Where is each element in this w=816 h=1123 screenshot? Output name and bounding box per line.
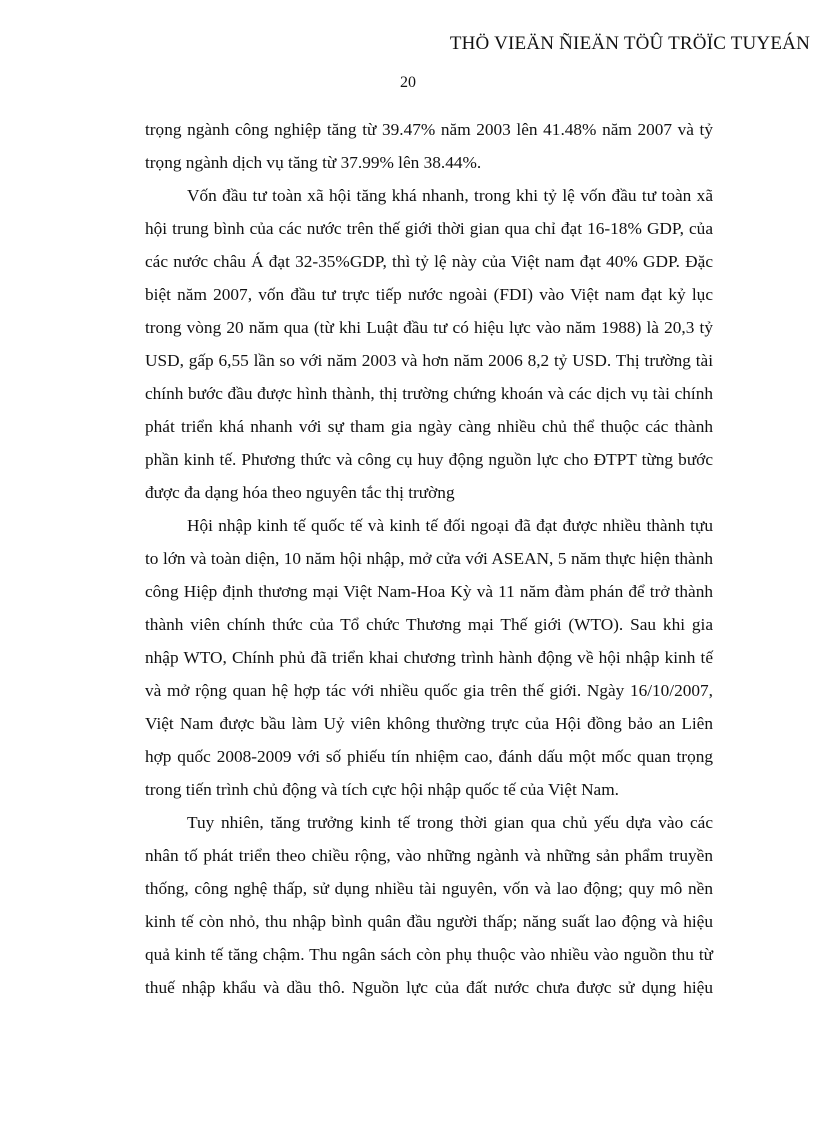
document-body	[145, 113, 713, 1004]
paragraph: Tuy nhiên, tăng trưởng kinh tế trong thời gian qua chủ yếu dựa vào các nhân tố phát triển theo chiều rộng, vào những ngành và những sản phẩm truyền thống, công nghệ thấp, sử dụng nhiều tài nguyên, vốn và lao động; quy mô nền kinh tế còn nhỏ, thu nhập bình quân đầu người thấp; năng suất lao động và hiệu quả kinh tế tăng chậm. Thu ngân sách còn phụ thuộc vào nhiều vào nguồn thu từ thuế nhập khẩu và dầu thô. Nguồn lực của đất nước chưa được sử dụng hiệu	[145, 813, 713, 997]
paragraph: Hội nhập kinh tế quốc tế và kinh tế đối ngoại đã đạt được nhiều thành tựu to lớn và toàn diện, 10 năm hội nhập, mở cửa với ASEAN, 5 năm thực hiện thành công Hiệp định thương mại Việt Nam-Hoa Kỳ và 11 năm đàm phán để trở thành thành viên chính thức của Tổ chức Thương mại Thế giới (WTO). Sau khi gia nhập WTO, Chính phủ đã triển khai chương trình hành động về hội nhập kinh tế và mở rộng quan hệ hợp tác với nhiều quốc gia trên thế giới. Ngày 16/10/2007, Việt Nam được bầu làm Uỷ viên không thường trực của Hội đồng bảo an Liên hợp quốc 2008-2009 với số phiếu tín nhiệm cao, đánh dấu một mốc quan trọng trong tiến trình chủ động và tích cực hội nhập quốc tế của Việt Nam.	[145, 516, 713, 799]
paragraph: Vốn đầu tư toàn xã hội tăng khá nhanh, trong khi tỷ lệ vốn đầu tư toàn xã hội trung bình của các nước trên thế giới thời gian qua chỉ đạt 16-18% GDP, của các nước châu Á đạt 32-35%GDP, thì tỷ lệ này của Việt nam đạt 40% GDP. Đặc biệt năm 2007, vốn đầu tư trực tiếp nước ngoài (FDI) vào Việt nam đạt kỷ lục trong vòng 20 năm qua (từ khi Luật đầu tư có hiệu lực vào năm 1988) là 20,3 tỷ USD, gấp 6,55 lần so với năm 2003 và hơn năm 2006 8,2 tỷ USD. Thị trường tài chính bước đầu được hình thành, thị trường chứng khoán và các dịch vụ tài chính phát triển khá nhanh với sự tham gia ngày càng nhiều chủ thể thuộc các thành phần kinh tế. Phương thức và công cụ huy động nguồn lực cho ĐTPT từng bước được đa dạng hóa theo nguyên tắc thị trường	[145, 186, 713, 502]
page-number: 20	[400, 74, 416, 91]
paragraph: trọng ngành công nghiệp tăng từ 39.47% năm 2003 lên 41.48% năm 2007 và tỷ trọng ngành dịch vụ tăng từ 37.99% lên 38.44%.	[145, 120, 713, 172]
page-header-title: THÖ VIEÄN ÑIEÄN TÖÛ TRÖÏC TUYEÁN	[449, 33, 810, 54]
